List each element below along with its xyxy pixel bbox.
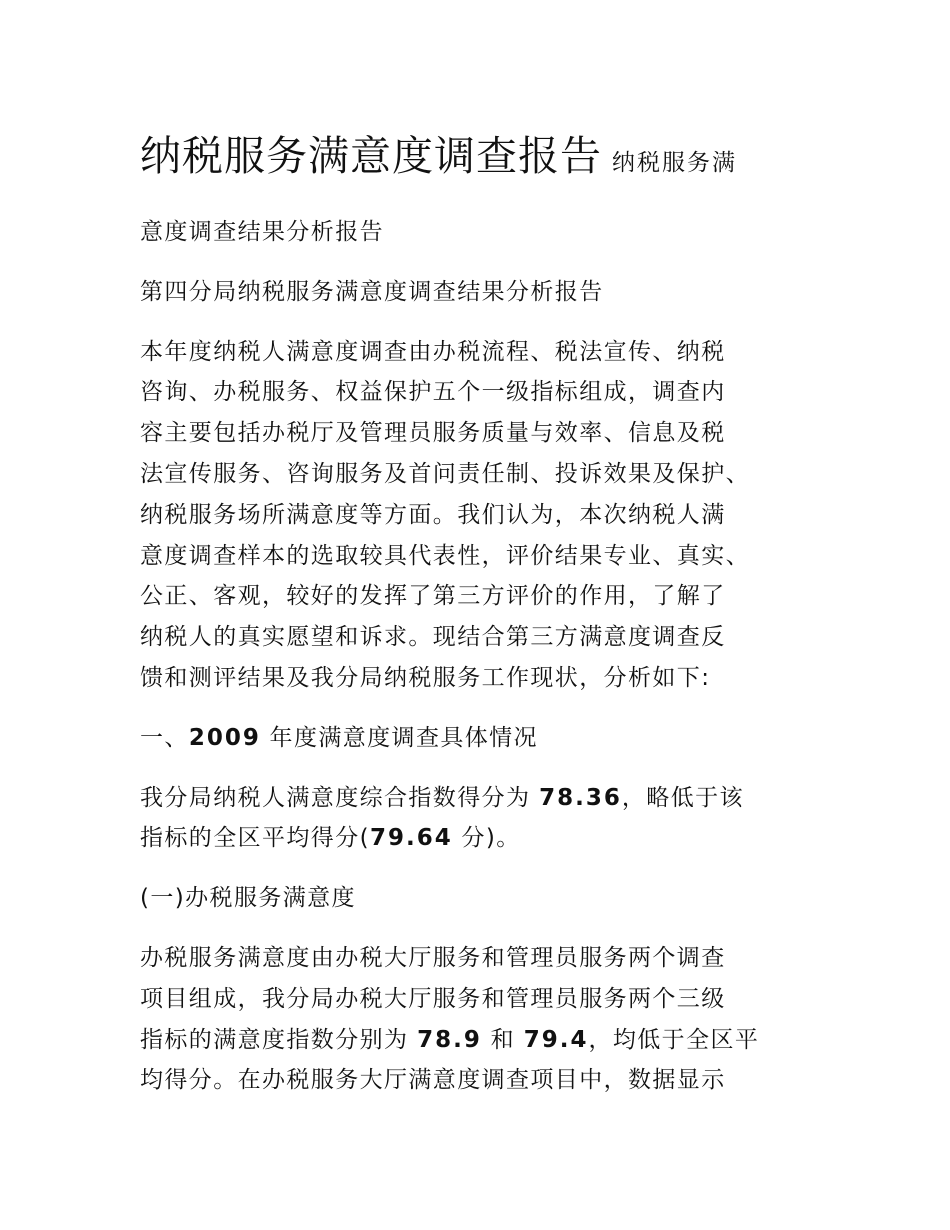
score-text: 指标的全区平均得分( — [140, 825, 370, 852]
service-text: ，均低于全区平 — [588, 1026, 760, 1053]
score-paragraph — [140, 778, 810, 860]
section-heading-1 — [140, 718, 810, 759]
section-heading-line — [140, 718, 810, 759]
subsection-heading-1 — [140, 878, 810, 919]
score-text: ，略低于该 — [621, 784, 744, 811]
paragraph-line: 项目组成，我分局办税大厅服务和管理员服务两个三级 — [140, 985, 726, 1012]
paragraph-line: 法宣传服务、咨询服务及首问责任制、投诉效果及保护、 — [140, 460, 750, 487]
section-prefix: 一、 — [140, 724, 189, 751]
document-page — [140, 128, 810, 1120]
paragraph-line: 均得分。在办税服务大厅满意度调查项目中，数据显示 — [140, 1067, 726, 1094]
intro-paragraph — [140, 332, 810, 699]
subtitle-line — [140, 212, 810, 253]
paragraph-line: 纳税人的真实愿望和诉求。现结合第三方满意度调查反 — [140, 624, 726, 651]
paragraph-line: 意度调查样本的选取较具代表性，评价结果专业、真实、 — [140, 542, 750, 569]
service-text: 指标的满意度指数分别为 — [140, 1026, 418, 1053]
section-suffix: 年度满意度调查具体情况 — [260, 724, 538, 751]
hall-service-score: 78.9 — [417, 1026, 482, 1053]
subsection-heading-text: (一)办税服务满意度 — [140, 885, 356, 912]
paragraph-line: 办税服务满意度由办税大厅服务和管理员服务两个调查 — [140, 944, 726, 971]
title-tail: 纳税服务满 — [612, 150, 737, 176]
score-text: 分)。 — [452, 825, 521, 852]
paragraph-line: 公正、客观，较好的发挥了第三方评价的作用，了解了 — [140, 583, 726, 610]
paragraph-line — [140, 778, 810, 819]
paragraph-line: 馈和测评结果及我分局纳税服务工作现状，分析如下: — [140, 664, 711, 691]
regional-average-score: 79.64 — [369, 825, 453, 852]
section-year: 2009 — [188, 724, 261, 751]
subtitle-text: 意度调查结果分析报告 — [140, 219, 384, 245]
service-paragraph — [140, 938, 810, 1101]
manager-service-score: 79.4 — [523, 1026, 589, 1053]
paragraph-line: 纳税服务场所满意度等方面。我们认为，本次纳税人满 — [140, 501, 726, 528]
paragraph-line: 本年度纳税人满意度调查由办税流程、税法宣传、纳税 — [140, 338, 726, 365]
paragraph-line — [140, 1020, 810, 1061]
service-text: 和 — [481, 1026, 524, 1053]
title-line — [140, 128, 810, 188]
score-text: 我分局纳税人满意度综合指数得分为 — [140, 784, 540, 811]
report-heading — [140, 272, 810, 313]
document-title: 纳税服务满意度调查报告 — [140, 132, 602, 180]
paragraph-line: 容主要包括办税厅及管理员服务质量与效率、信息及税 — [140, 420, 726, 447]
composite-score: 78.36 — [539, 784, 622, 811]
paragraph-line: 咨询、办税服务、权益保护五个一级指标组成，调查内 — [140, 379, 726, 406]
report-heading-text: 第四分局纳税服务满意度调查结果分析报告 — [140, 278, 604, 305]
paragraph-line — [140, 818, 810, 859]
